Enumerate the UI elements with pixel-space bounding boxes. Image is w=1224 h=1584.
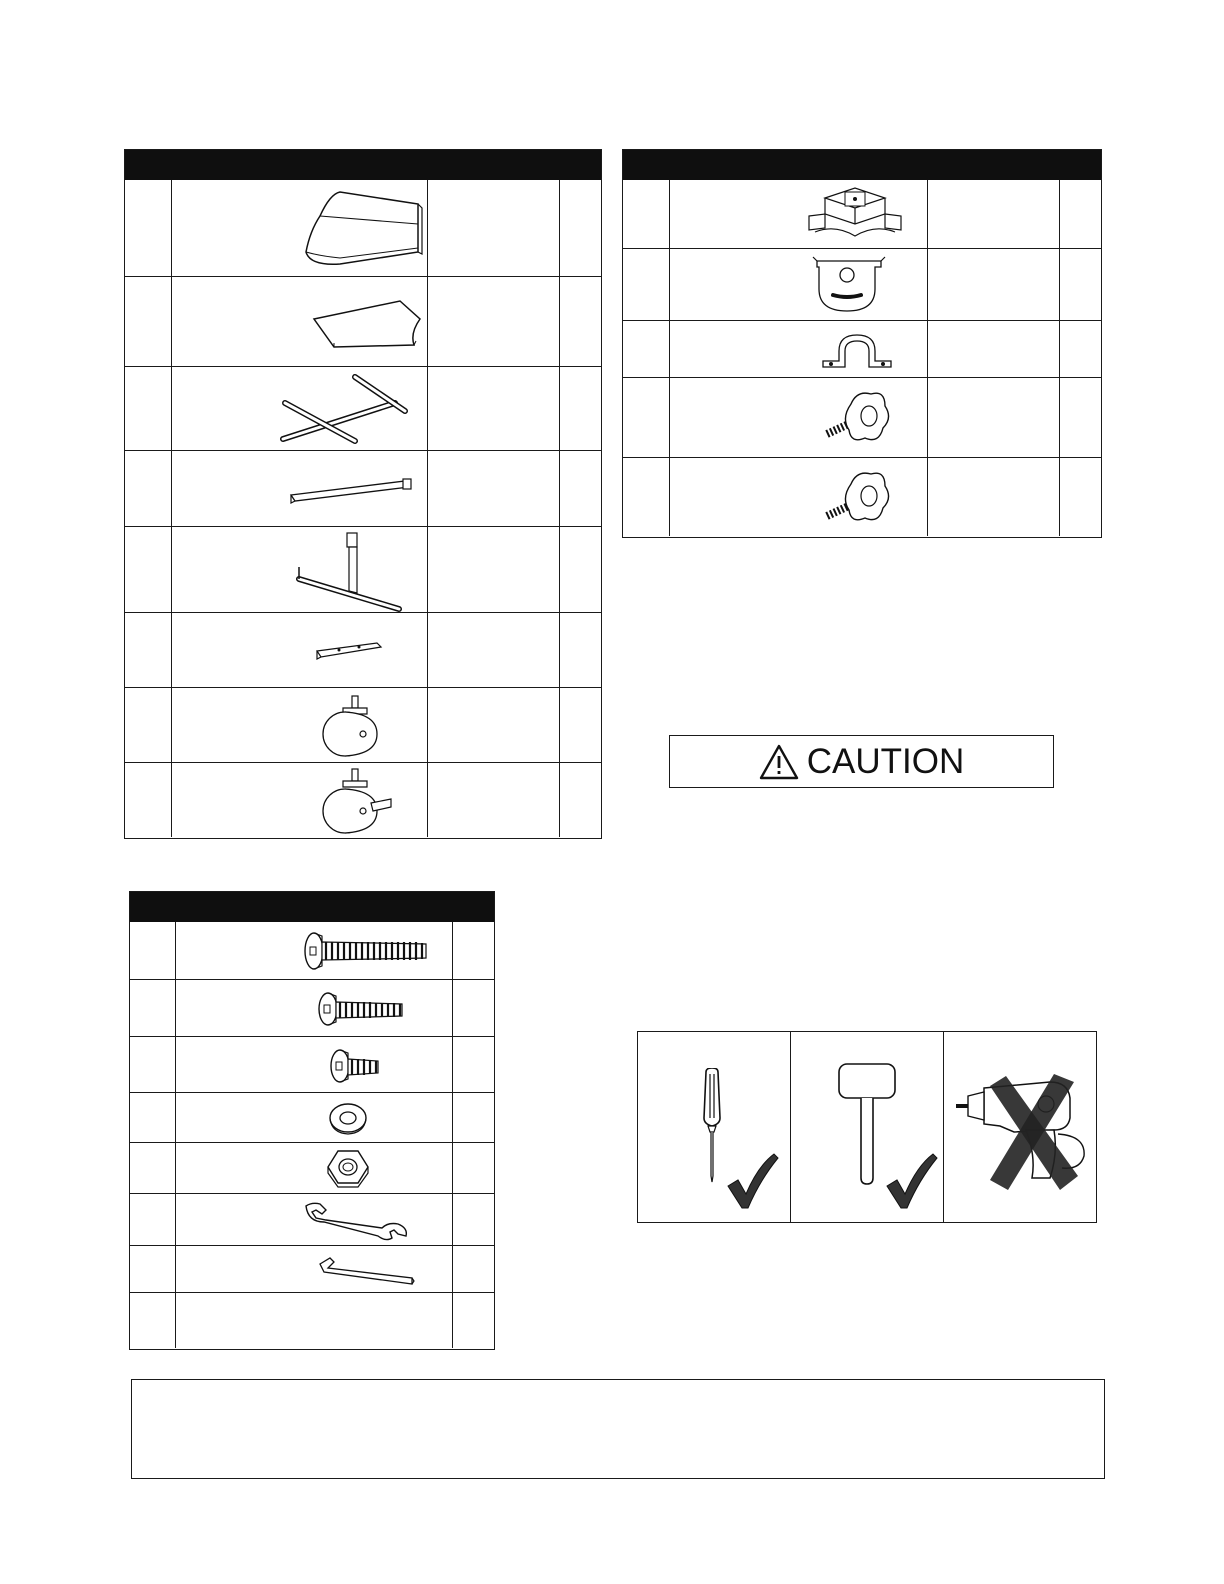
table-row (125, 276, 601, 366)
leg-frame-illustration (295, 531, 415, 611)
hardware-table (129, 891, 495, 1350)
washer-illustration (326, 1099, 370, 1137)
warning-triangle-icon (759, 744, 799, 780)
tabletop-large-illustration (300, 186, 425, 268)
hex-nut-illustration (326, 1147, 370, 1189)
allen-key-illustration (316, 1254, 416, 1286)
locking-caster-illustration (315, 767, 395, 835)
table-row (125, 180, 601, 276)
table-row (130, 922, 494, 979)
table-row (130, 1245, 494, 1292)
tool-cell-mallet (790, 1032, 943, 1222)
table-row (130, 979, 494, 1036)
checkmark-icon (724, 1152, 780, 1210)
table-row (623, 457, 1101, 536)
table-row (125, 687, 601, 762)
short-bolt-illustration (328, 1045, 388, 1087)
checkmark-icon (883, 1152, 939, 1210)
long-bolt-illustration (302, 928, 432, 974)
parts-table-right-header (623, 150, 1101, 180)
knob-bolt-illustration (823, 386, 893, 450)
caution-label: CAUTION (806, 741, 965, 781)
tool-cell-drill (943, 1032, 1096, 1222)
hardware-table-header (130, 892, 494, 922)
table-row (125, 612, 601, 687)
table-row (125, 526, 601, 612)
table-row (125, 366, 601, 450)
parts-table-left (124, 149, 602, 839)
parts-table-right (622, 149, 1102, 538)
table-row (125, 450, 601, 526)
table-row (623, 248, 1101, 320)
medium-bolt-illustration (316, 988, 406, 1030)
cross-mark-icon (984, 1072, 1084, 1192)
tools-panel (637, 1031, 1097, 1223)
cross-frame-illustration (275, 371, 415, 446)
crossbar-tube-illustration (285, 473, 425, 507)
caution-box (669, 735, 1054, 788)
connector-bar-illustration (315, 639, 385, 663)
table-row (130, 1036, 494, 1092)
parts-table-left-header (125, 150, 601, 180)
tabletop-small-illustration (310, 299, 425, 349)
table-row (130, 1142, 494, 1193)
table-row (130, 1092, 494, 1142)
tool-cell-screwdriver (638, 1032, 790, 1222)
table-row (130, 1292, 494, 1348)
notes-box (131, 1379, 1105, 1479)
table-row (125, 762, 601, 837)
pipe-clamp-illustration (819, 331, 899, 371)
cross-bracket-illustration (805, 184, 905, 244)
table-row (623, 180, 1101, 248)
wrench-illustration (302, 1200, 412, 1242)
table-row (623, 320, 1101, 377)
caster-wheel-illustration (315, 694, 385, 758)
knob-bolt-short-illustration (823, 466, 893, 530)
mounting-plate-illustration (809, 253, 889, 315)
table-row (623, 377, 1101, 457)
table-row (130, 1193, 494, 1245)
